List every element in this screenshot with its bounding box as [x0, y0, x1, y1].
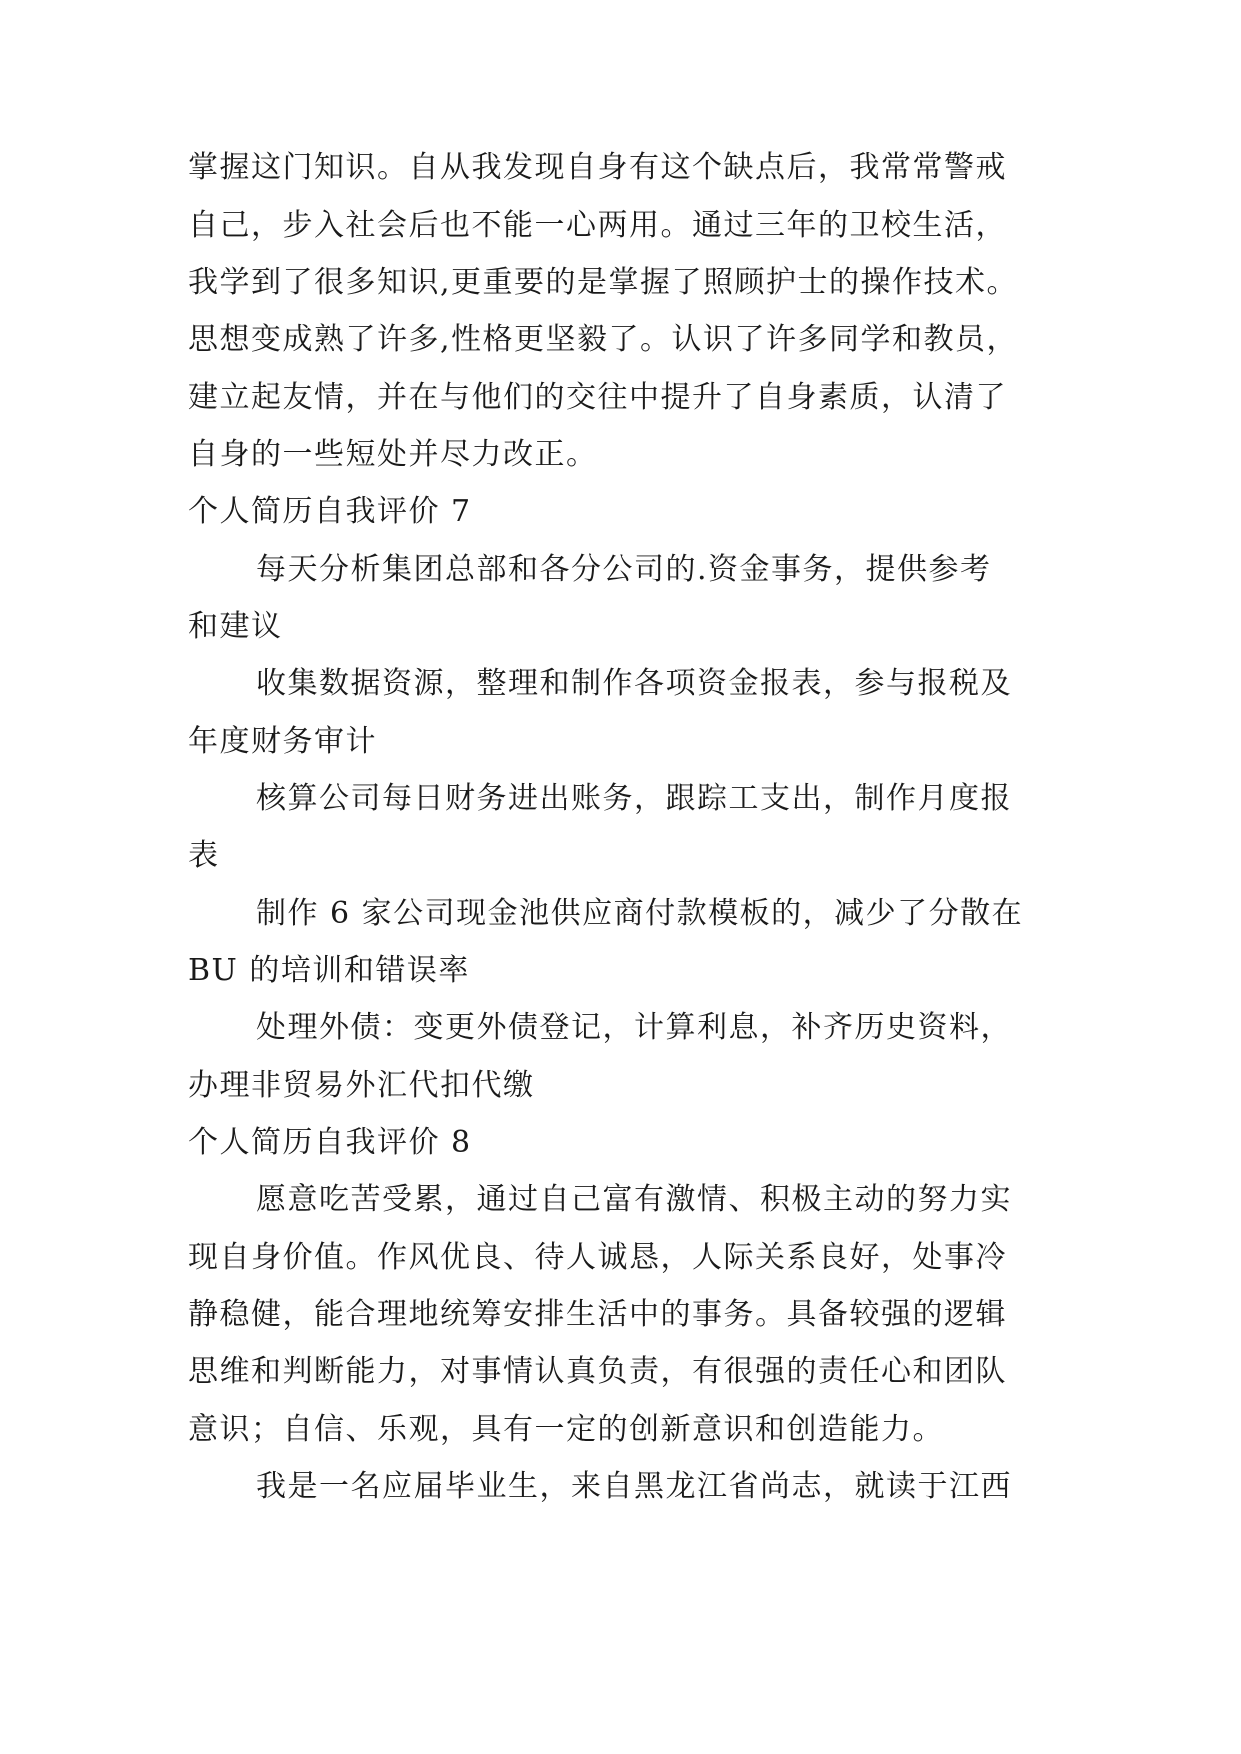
paragraph-line: 愿意吃苦受累，通过自己富有激情、积极主动的努力实	[256, 1182, 1012, 1217]
paragraph-line: BU 的培训和错误率	[188, 953, 470, 988]
paragraph-line: 意识；自信、乐观，具有一定的创新意识和创造能力。	[188, 1412, 944, 1447]
paragraph-line: 处理外债：变更外债登记，计算利息，补齐历史资料，	[256, 1010, 1012, 1045]
section-heading-7: 个人简历自我评价 7	[188, 494, 472, 529]
paragraph-line: 我是一名应届毕业生，来自黑龙江省尚志，就读于江西	[256, 1469, 1012, 1504]
paragraph-line: 掌握这门知识。自从我发现自身有这个缺点后，我常常警戒	[188, 150, 1007, 185]
paragraph-line: 核算公司每日财务进出账务，跟踪工支出，制作月度报	[256, 781, 1012, 816]
paragraph-line: 表	[188, 838, 220, 873]
paragraph-line: 思维和判断能力，对事情认真负责，有很强的责任心和团队	[188, 1354, 1007, 1389]
paragraph-line: 办理非贸易外汇代扣代缴	[188, 1068, 535, 1103]
paragraph-line: 自己，步入社会后也不能一心两用。通过三年的卫校生活，	[188, 208, 1007, 243]
paragraph-line: 制作 6 家公司现金池供应商付款模板的，减少了分散在	[256, 896, 1024, 931]
paragraph-line: 年度财务审计	[188, 724, 377, 759]
paragraph-line: 静稳健，能合理地统筹安排生活中的事务。具备较强的逻辑	[188, 1297, 1007, 1332]
section-heading-8: 个人简历自我评价 8	[188, 1125, 472, 1160]
paragraph-line: 自身的一些短处并尽力改正。	[188, 437, 598, 472]
paragraph-line: 现自身价值。作风优良、待人诚恳，人际关系良好，处事冷	[188, 1240, 1007, 1275]
paragraph-line: 建立起友情，并在与他们的交往中提升了自身素质，认清了	[188, 380, 1007, 415]
paragraph-line: 我学到了很多知识,更重要的是掌握了照顾护士的操作技术。	[188, 265, 1019, 300]
paragraph-line: 收集数据资源，整理和制作各项资金报表，参与报税及	[256, 666, 1012, 701]
paragraph-line: 思想变成熟了许多,性格更坚毅了。认识了许多同学和教员，	[188, 322, 1019, 357]
paragraph-line: 每天分析集团总部和各分公司的.资金事务，提供参考	[256, 552, 992, 587]
paragraph-line: 和建议	[188, 609, 283, 644]
